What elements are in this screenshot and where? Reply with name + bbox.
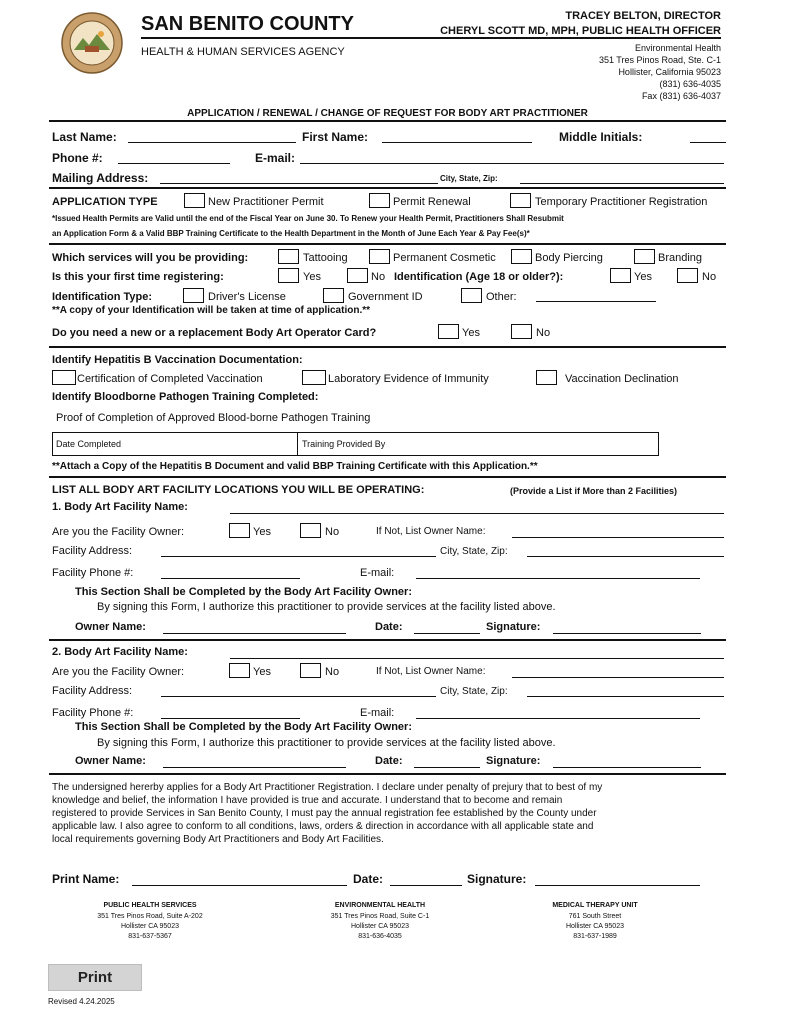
- facility2-date-field[interactable]: [414, 767, 480, 768]
- facility2-csz-label: City, State, Zip:: [440, 686, 508, 697]
- facility1-if-not-label: If Not, List Owner Name:: [376, 526, 486, 537]
- addr1: 351 Tres Pinos Road, Ste. C-1: [598, 55, 721, 65]
- footer-public-health: [70, 902, 230, 940]
- renewal-checkbox[interactable]: [369, 193, 390, 208]
- card-yes-checkbox[interactable]: [438, 324, 459, 339]
- footer-line: 831-637-5367: [128, 933, 172, 940]
- date-completed-cell[interactable]: [53, 433, 298, 455]
- facility1-owner-name-field[interactable]: [512, 537, 724, 538]
- middle-field[interactable]: [690, 142, 726, 143]
- sign-date-label: Date:: [353, 872, 384, 886]
- csz-label: City, State, Zip:: [440, 174, 498, 183]
- training-by-label: Training Provided By: [302, 439, 386, 449]
- first-time-no-checkbox[interactable]: [347, 268, 368, 283]
- hepb-label: Identify Hepatitis B Vaccination Documentation:: [52, 354, 303, 366]
- facility2-owner-no-label: No: [325, 666, 340, 678]
- facility2-owner-label: Are you the Facility Owner:: [52, 666, 185, 678]
- card-question: Do you need a new or a replacement Body Art Operator Card?: [52, 327, 377, 339]
- facility2-name-label: 2. Body Art Facility Name:: [52, 646, 188, 658]
- government-id-checkbox[interactable]: [323, 288, 344, 303]
- first-time-no-label: No: [371, 271, 386, 283]
- renewal-label: Permit Renewal: [393, 196, 471, 208]
- facility2-owner-yes-checkbox[interactable]: [229, 663, 250, 678]
- declaration-line-4: applicable law. I also agree to conform to all conditions, laws, orders & direction in accordance with all applicable state and: [52, 821, 594, 832]
- id-note: **A copy of your Identification will be taken at time of application.**: [52, 305, 371, 316]
- facility2-email-label: E-mail:: [360, 707, 395, 719]
- card-no-label: No: [536, 327, 551, 339]
- facility1-owner-yes-label: Yes: [253, 526, 271, 538]
- facility1-csz-field[interactable]: [527, 556, 724, 557]
- facility1-address-field[interactable]: [161, 556, 436, 557]
- facility1-phone-field[interactable]: [161, 578, 300, 579]
- phone: (831) 636-4035: [659, 79, 721, 89]
- last-name-field[interactable]: [128, 142, 296, 143]
- county-seal: [61, 12, 123, 74]
- facility2-owner-no-checkbox[interactable]: [300, 663, 321, 678]
- facility1-owner-no-checkbox[interactable]: [300, 523, 321, 538]
- tattooing-checkbox[interactable]: [278, 249, 299, 264]
- facility2-email-field[interactable]: [416, 718, 700, 719]
- footer-line: 351 Tres Pinos Road, Suite C-1: [330, 913, 430, 920]
- declaration-line-1: The undersigned hererby applies for a Body Art Practitioner Registration. I declare under penalty of prejury that to best of my: [52, 782, 603, 793]
- declination-checkbox[interactable]: [536, 370, 557, 385]
- declination-label: Vaccination Declination: [565, 373, 679, 385]
- branding-checkbox[interactable]: [634, 249, 655, 264]
- card-no-checkbox[interactable]: [511, 324, 532, 339]
- footer-title: ENVIRONMENTAL HEALTH: [334, 902, 426, 909]
- fax: Fax (831) 636-4037: [641, 91, 721, 101]
- facility2-if-not-label: If Not, List Owner Name:: [376, 666, 486, 677]
- facility2-authorize: By signing this Form, I authorize this practitioner to provide services at the facility listed above.: [97, 737, 556, 749]
- attach-note: **Attach a Copy of the Hepatitis B Document and valid BBP Training Certificate with this Application.**: [52, 461, 538, 472]
- other-id-field[interactable]: [536, 301, 656, 302]
- facility2-phone-field[interactable]: [161, 718, 300, 719]
- first-time-yes-label: Yes: [303, 271, 321, 283]
- card-yes-label: Yes: [462, 327, 480, 339]
- lab-evidence-checkbox[interactable]: [302, 370, 326, 385]
- age-no-label: No: [702, 271, 717, 283]
- footer-line: 831-637-1989: [573, 933, 617, 940]
- first-name-label: First Name:: [302, 130, 369, 144]
- cert-vaccination-checkbox[interactable]: [52, 370, 76, 385]
- temporary-checkbox[interactable]: [510, 193, 531, 208]
- age-no-checkbox[interactable]: [677, 268, 698, 283]
- id-type-label: Identification Type:: [52, 291, 153, 303]
- temporary-label: Temporary Practitioner Registration: [535, 196, 708, 208]
- print-button-label: Print: [77, 969, 113, 986]
- facility1-owner-sign-name-field[interactable]: [163, 633, 346, 634]
- cosmetic-checkbox[interactable]: [369, 249, 390, 264]
- facility1-csz-label: City, State, Zip:: [440, 546, 508, 557]
- facility1-email-label: E-mail:: [360, 567, 395, 579]
- footer-line: Hollister CA 95023: [351, 923, 409, 930]
- tattooing-label: Tattooing: [303, 252, 348, 264]
- facility2-signature-field[interactable]: [553, 767, 701, 768]
- piercing-label: Body Piercing: [535, 252, 603, 264]
- sign-date-field[interactable]: [390, 885, 462, 886]
- email-field[interactable]: [300, 163, 724, 164]
- lab-evidence-label: Laboratory Evidence of Immunity: [328, 373, 489, 385]
- declaration-line-5: local requirements governing Body Art Practitioners and Body Art Facilities.: [52, 834, 384, 845]
- date-completed-label: Date Completed: [56, 439, 122, 449]
- mailing-field[interactable]: [160, 183, 438, 184]
- facility1-date-label: Date:: [375, 621, 403, 633]
- footer-line: 831-636-4035: [358, 933, 402, 940]
- footer-title: MEDICAL THERAPY UNIT: [552, 902, 638, 909]
- agency-name: HEALTH & HUMAN SERVICES AGENCY: [141, 46, 345, 58]
- facility2-owner-name-label: Owner Name:: [75, 755, 146, 767]
- facilities-heading-note: (Provide a List if More than 2 Facilities): [510, 486, 678, 496]
- facility1-owner-no-label: No: [325, 526, 340, 538]
- first-time-label: Is this your first time registering:: [52, 271, 224, 283]
- cert-vaccination-label: Certification of Completed Vaccination: [77, 373, 263, 385]
- middle-label: Middle Initials:: [559, 130, 643, 144]
- footer-title: PUBLIC HEALTH SERVICES: [103, 902, 197, 909]
- training-by-cell[interactable]: [298, 433, 658, 455]
- facility1-authorize: By signing this Form, I authorize this practitioner to provide services at the facility listed above.: [97, 601, 556, 613]
- print-button[interactable]: [48, 964, 142, 991]
- branding-label: Branding: [658, 252, 703, 264]
- footer-environmental-health: [300, 902, 460, 940]
- facility1-owner-label: Are you the Facility Owner:: [52, 526, 185, 538]
- sign-signature-field[interactable]: [535, 885, 700, 886]
- dept: Environmental Health: [634, 43, 721, 53]
- app-type-label: APPLICATION TYPE: [52, 196, 158, 208]
- facility1-signature-field[interactable]: [553, 633, 701, 634]
- director: TRACEY BELTON, DIRECTOR: [565, 10, 721, 22]
- bbp-label: Identify Bloodborne Pathogen Training Completed:: [52, 391, 319, 403]
- facility1-signature-label: Signature:: [486, 621, 541, 633]
- footer-line: Hollister CA 95023: [121, 923, 179, 930]
- permit-note-1: *Issued Health Permits are Valid until the end of the Fiscal Year on June 30. To Renew your Health Permit, Practitioners Shall Resubmit: [52, 214, 564, 223]
- health-officer: CHERYL SCOTT MD, MPH, PUBLIC HEALTH OFFICER: [440, 25, 721, 37]
- government-id-label: Government ID: [348, 291, 423, 303]
- facility1-phone-label: Facility Phone #:: [52, 567, 134, 579]
- sign-signature-label: Signature:: [467, 872, 527, 886]
- other-id-label: Other:: [486, 291, 517, 303]
- facility1-owner-yes-checkbox[interactable]: [229, 523, 250, 538]
- facility2-date-label: Date:: [375, 755, 403, 767]
- new-permit-label: New Practitioner Permit: [208, 196, 324, 208]
- declaration-line-2: knowledge and belief, the information I have provided is true and accurate. I understand that to become and remain: [52, 795, 563, 806]
- new-permit-checkbox[interactable]: [184, 193, 205, 208]
- facility2-csz-field[interactable]: [527, 696, 724, 697]
- facility1-email-field[interactable]: [416, 578, 700, 579]
- facility2-owner-sign-name-field[interactable]: [163, 767, 346, 768]
- facility2-name-field[interactable]: [230, 658, 724, 659]
- facility1-section-note: This Section Shall be Completed by the Body Art Facility Owner:: [75, 586, 412, 598]
- facility2-owner-yes-label: Yes: [253, 666, 271, 678]
- drivers-license-checkbox[interactable]: [183, 288, 204, 303]
- facility2-phone-label: Facility Phone #:: [52, 707, 134, 719]
- age-yes-checkbox[interactable]: [610, 268, 631, 283]
- other-id-checkbox[interactable]: [461, 288, 482, 303]
- facility2-signature-label: Signature:: [486, 755, 541, 767]
- email-label: E-mail:: [255, 151, 296, 165]
- age-yes-label: Yes: [634, 271, 652, 283]
- footer-line: 351 Tres Pinos Road, Suite A-202: [97, 913, 203, 920]
- ident-age-label: Identification (Age 18 or older?):: [394, 271, 564, 283]
- permit-note-2: an Application Form & a Valid BBP Training Certificate to the Health Department in the Month of June Each Year & Pay Fee(s)*: [52, 229, 530, 238]
- county-name: SAN BENITO COUNTY: [141, 13, 354, 35]
- footer-line: 761 South Street: [568, 913, 622, 920]
- facility1-name-field[interactable]: [230, 513, 724, 514]
- facility2-address-field[interactable]: [161, 696, 436, 697]
- piercing-checkbox[interactable]: [511, 249, 532, 264]
- facility1-owner-name-label: Owner Name:: [75, 621, 146, 633]
- facility1-name-label: 1. Body Art Facility Name:: [52, 501, 188, 513]
- first-time-yes-checkbox[interactable]: [278, 268, 299, 283]
- footer-line: Hollister CA 95023: [566, 923, 624, 930]
- bbp-table: [52, 432, 659, 456]
- declaration-line-3: registered to provide Services in San Benito County, I must pay the annual registration fee established by the County under: [52, 808, 597, 819]
- facilities-heading: LIST ALL BODY ART FACILITY LOCATIONS YOU WILL BE OPERATING:: [52, 484, 425, 496]
- facility1-date-field[interactable]: [414, 633, 480, 634]
- print-name-field[interactable]: [132, 885, 347, 886]
- last-name-label: Last Name:: [52, 130, 117, 144]
- bbp-text: Proof of Completion of Approved Blood-borne Pathogen Training: [56, 412, 371, 424]
- drivers-license-label: Driver's License: [208, 291, 286, 303]
- phone-field[interactable]: [118, 163, 230, 164]
- csz-field[interactable]: [520, 183, 724, 184]
- facility2-owner-name-field[interactable]: [512, 677, 724, 678]
- services-label: Which services will you be providing:: [52, 252, 249, 264]
- facility2-section-note: This Section Shall be Completed by the Body Art Facility Owner:: [75, 721, 412, 733]
- first-name-field[interactable]: [382, 142, 532, 143]
- revised-date: Revised 4.24.2025: [48, 997, 115, 1006]
- footer-medical-therapy: [515, 902, 675, 940]
- facility2-address-label: Facility Address:: [52, 685, 133, 697]
- addr2: Hollister, California 95023: [618, 67, 721, 77]
- facility1-address-label: Facility Address:: [52, 545, 133, 557]
- cosmetic-label: Permanent Cosmetic: [393, 252, 496, 264]
- mailing-label: Mailing Address:: [52, 171, 149, 185]
- phone-label: Phone #:: [52, 151, 103, 165]
- print-name-label: Print Name:: [52, 872, 120, 886]
- form-title: APPLICATION / RENEWAL / CHANGE OF REQUEST FOR BODY ART PRACTITIONER: [187, 108, 588, 119]
